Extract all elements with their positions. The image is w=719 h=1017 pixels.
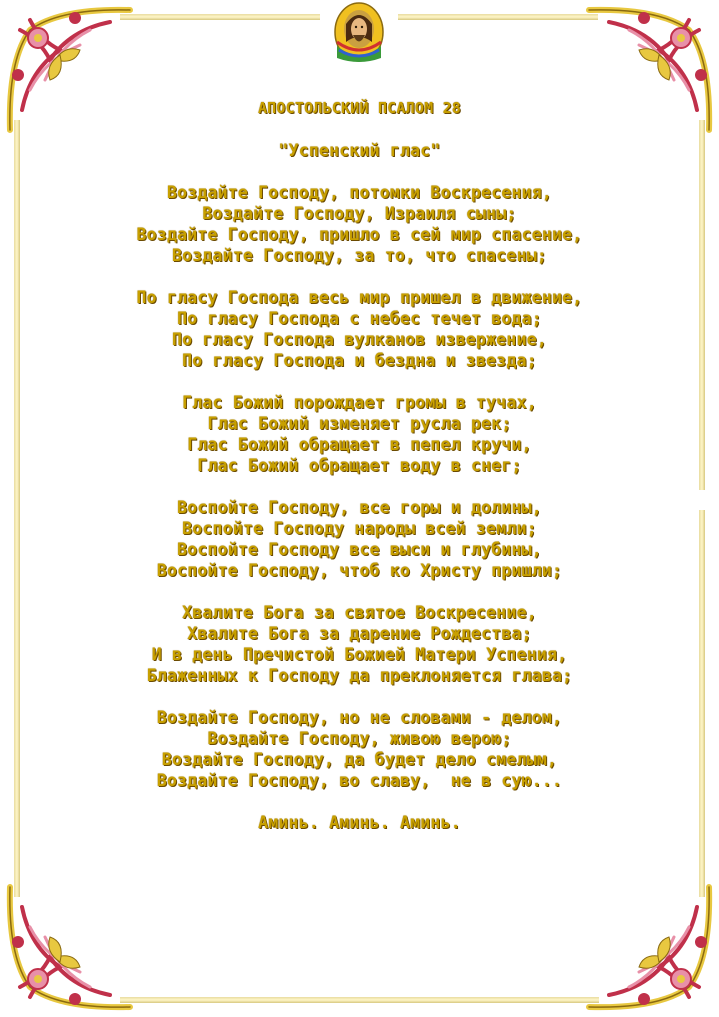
page-title: АПОСТОЛЬСКИЙ ПСАЛОМ 28 [257, 99, 462, 117]
verse-line: По гласу Господа с небес течет вода; [177, 309, 542, 328]
subtitle: "Успенский глас" [278, 141, 441, 160]
verse-line: Воздайте Господу, потомки Воскресения, [166, 183, 553, 202]
icon-medallion-icon [334, 2, 384, 64]
psalm-text [60, 98, 659, 833]
verse-line: По гласу Господа и бездна и звезда; [182, 351, 537, 370]
top-border-right [398, 14, 598, 20]
verse-line: И в день Пречистой Божией Матери Успения, [151, 645, 568, 664]
verse-line: Воздайте Господу, Израиля сыны; [202, 204, 517, 223]
corner-ornament-icon [579, 877, 719, 1017]
verse-line: Глас Божий изменяет русла рек; [207, 414, 512, 433]
right-border [699, 120, 705, 490]
bottom-border [120, 997, 599, 1003]
corner-ornament-icon [0, 877, 140, 1017]
verse-line: Воспойте Господу все выси и глубины, [177, 540, 542, 559]
verse-line: Воздайте Господу, за то, что спасены; [172, 246, 547, 265]
verse-line: Воздайте Господу, но не словами - делом, [156, 708, 563, 727]
verse-line: Хвалите Бога за дарение Рождества; [187, 624, 532, 643]
verse-line: По гласу Господа весь мир пришел в движение, [136, 288, 583, 307]
verse-line: По гласу Господа вулканов извержение, [172, 330, 547, 349]
verse-line: Воспойте Господу народы всей земли; [182, 519, 537, 538]
right-border-lower [699, 510, 705, 897]
verse-line: Воздайте Господу, во славу, не в сую... [156, 771, 563, 790]
verse-line: Воспойте Господу, все горы и долины, [177, 498, 542, 517]
verse-line: Глас Божий порождает громы в тучах, [182, 393, 537, 412]
verse-line: Воспойте Господу, чтоб ко Христу пришли; [156, 561, 563, 580]
verse-line: Воздайте Господу, пришло в сей мир спасение, [136, 225, 583, 244]
closing-line: Аминь. Аминь. Аминь. [258, 813, 461, 832]
verse-line: Глас Божий обращает воду в снег; [197, 456, 522, 475]
left-border [14, 120, 20, 897]
verse-line: Глас Божий обращает в пепел кручи, [187, 435, 532, 454]
verse-line: Блаженных к Господу да преклоняется глава; [146, 666, 573, 685]
verse-line: Воздайте Господу, да будет дело смелым, [161, 750, 558, 769]
top-border [120, 14, 320, 20]
verse-line: Воздайте Господу, живою верою; [207, 729, 512, 748]
verse-line: Хвалите Бога за святое Воскресение, [182, 603, 537, 622]
